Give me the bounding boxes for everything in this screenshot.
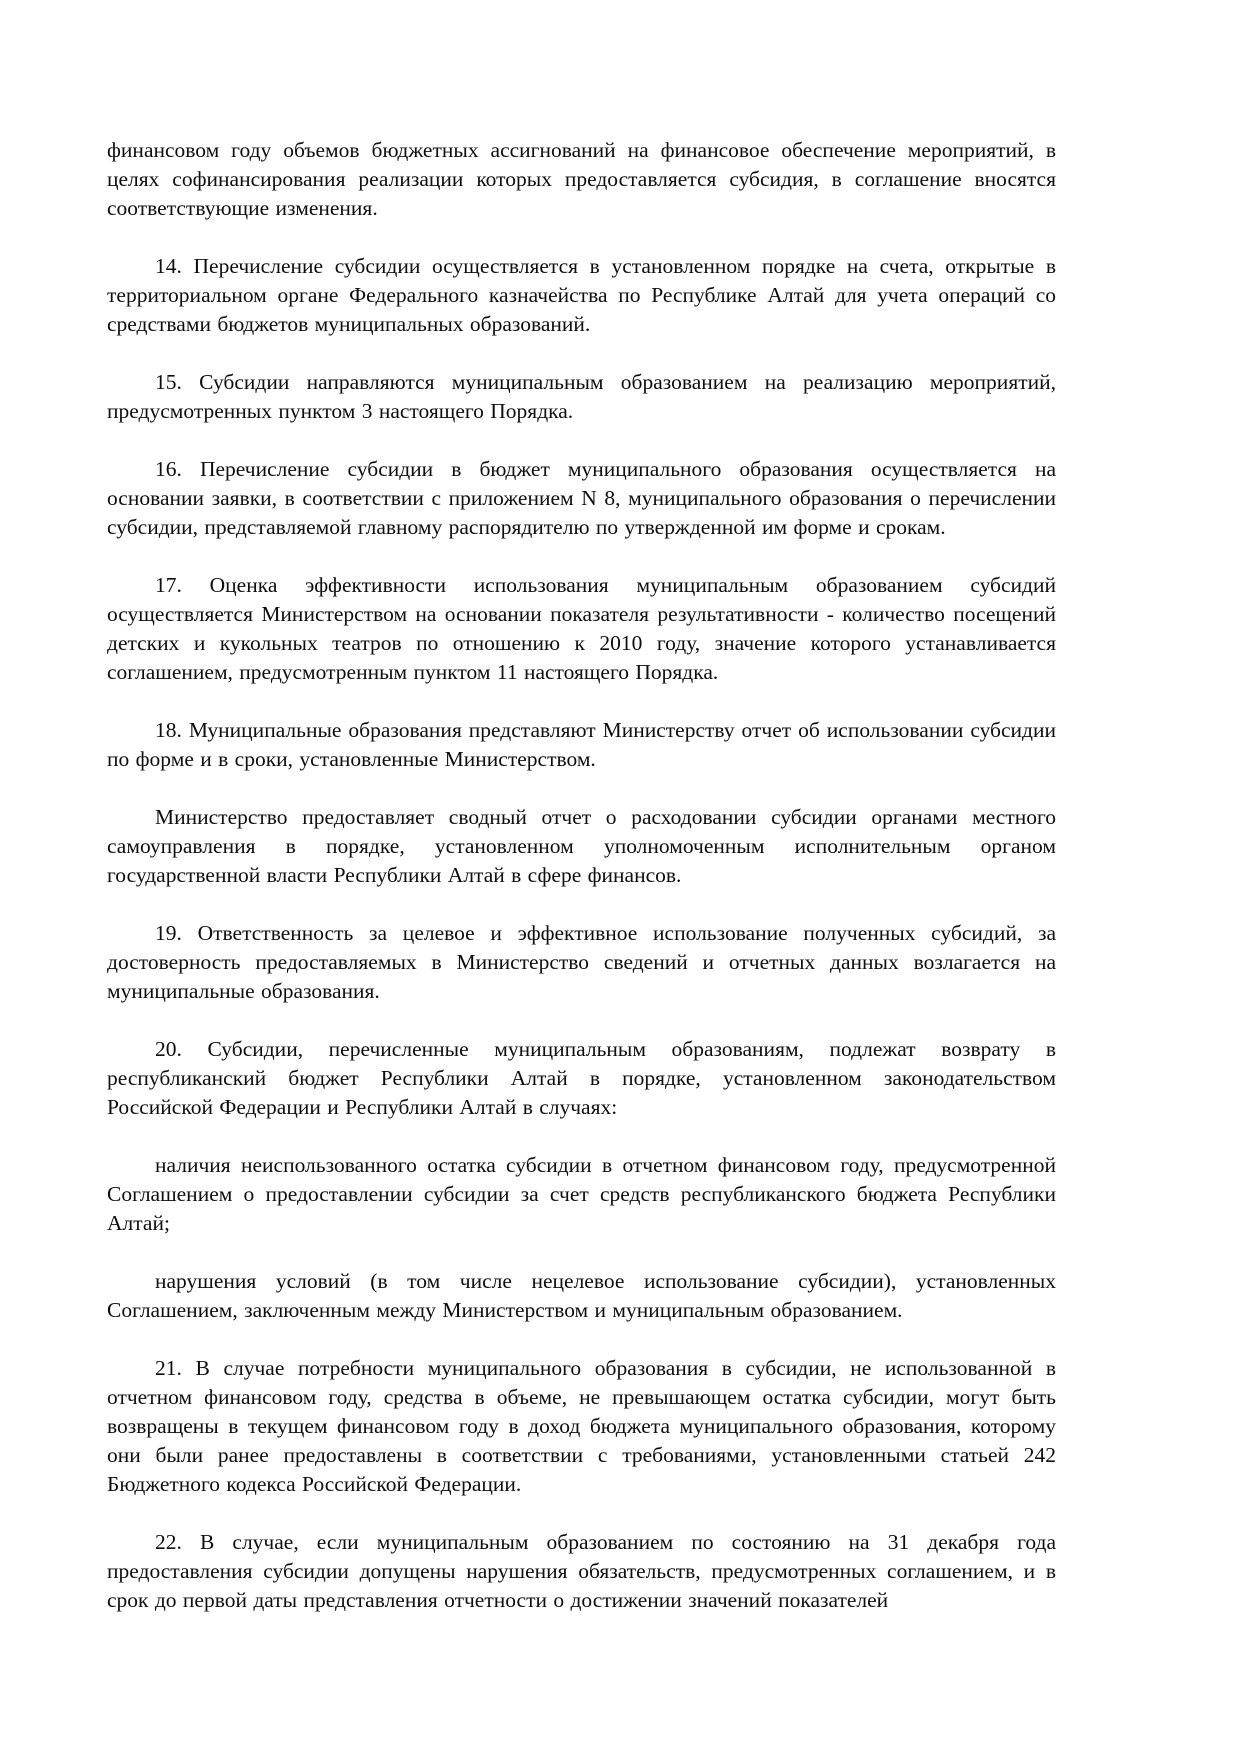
paragraph-ministry-report: Министерство предоставляет сводный отчет о расходовании субсидии органами местного самоуправления в порядке, установленном уполномоченным исполнительным органом государственной власти Республики Алтай в сфере финансов. xyxy=(107,805,1056,887)
paragraph-continuation: финансовом году объемов бюджетных ассигнований на финансовое обеспечение мероприятий, в целях софинансирования реализации которых предоставляется субсидия, в соглашение вносятся соответствующие изменения. xyxy=(107,138,1056,220)
paragraph-item-17: 17. Оценка эффективности использования муниципальным образованием субсидий осуществляется Министерством на основании показателя результативности - количество посещений детских и кукольных театров по отношению к 2010 году, значение которого устанавливается соглашением, предусмотренным пунктом 11 настоящего Порядка. xyxy=(107,573,1056,684)
paragraph-item-18: 18. Муниципальные образования представляют Министерству отчет об использовании субсидии по форме и в сроки, установленные Министерством. xyxy=(107,718,1056,771)
paragraph-item-15: 15. Субсидии направляются муниципальным образованием на реализацию мероприятий, предусмотренных пунктом 3 настоящего Порядка. xyxy=(107,370,1056,423)
paragraph-violation-conditions: нарушения условий (в том числе нецелевое использование субсидии), установленных Соглашением, заключенным между Министерством и муниципальным образованием. xyxy=(107,1269,1056,1322)
document-content xyxy=(107,136,1056,1615)
paragraph-item-16: 16. Перечисление субсидии в бюджет муниципального образования осуществляется на основании заявки, в соответствии с приложением N 8, муниципального образования о перечислении субсидии, представляемой главному распорядителю по утвержденной им форме и срокам. xyxy=(107,457,1056,539)
paragraph-item-19: 19. Ответственность за целевое и эффективное использование полученных субсидий, за достоверность предоставляемых в Министерство сведений и отчетных данных возлагается на муниципальные образования. xyxy=(107,921,1056,1003)
paragraph-item-22: 22. В случае, если муниципальным образованием по состоянию на 31 декабря года предоставления субсидии допущены нарушения обязательств, предусмотренных соглашением, и в срок до первой даты представления отчетности о достижении значений показателей xyxy=(107,1530,1056,1612)
paragraph-item-20: 20. Субсидии, перечисленные муниципальным образованиям, подлежат возврату в республиканский бюджет Республики Алтай в порядке, установленном законодательством Российской Федерации и Республики Алтай в случаях: xyxy=(107,1037,1056,1119)
paragraph-item-14: 14. Перечисление субсидии осуществляется в установленном порядке на счета, открытые в территориальном органе Федерального казначейства по Республике Алтай для учета операций со средствами бюджетов муниципальных образований. xyxy=(107,254,1056,336)
paragraph-item-21: 21. В случае потребности муниципального образования в субсидии, не использованной в отчетном финансовом году, средства в объеме, не превышающем остатка субсидии, могут быть возвращены в текущем финансовом году в доход бюджета муниципального образования, которому они были ранее предоставлены в соответствии с требованиями, установленными статьей 242 Бюджетного кодекса Российской Федерации. xyxy=(107,1356,1056,1496)
paragraph-unused-balance: наличия неиспользованного остатка субсидии в отчетном финансовом году, предусмотренной Соглашением о предоставлении субсидии за счет средств республиканского бюджета Республики Алтай; xyxy=(107,1153,1056,1235)
